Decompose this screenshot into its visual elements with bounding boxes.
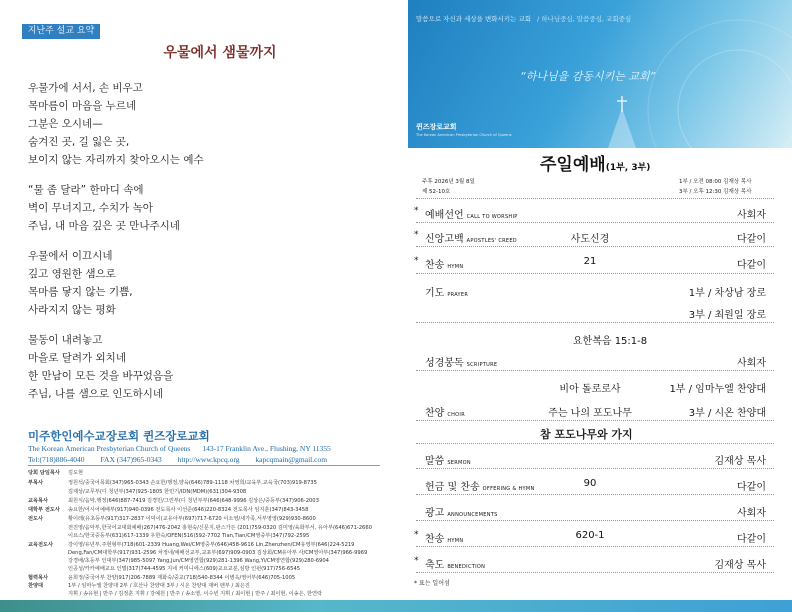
staff-row: 전도사 황이레(유초등부(917)317-2837 이덕이(교유아부(697)717-6720 이소영/새가족,서부영영(929)930-8600 [28,516,316,522]
divider [416,494,774,495]
order-item-leader: 사회자 [737,508,766,519]
poem-line: 우물가에 서서, 손 비우고 [28,82,143,94]
order-item-leader: 다같이 [737,482,766,493]
divider [416,198,774,199]
order-item-label: 찬양 CHOIR [425,408,465,419]
church-web[interactable]: http://www.kpcq.org [177,455,240,464]
section-tag: 지난주 설교 요약 [22,24,100,39]
divider [416,443,774,444]
poem-line: 목마름이 마음을 누르네 [28,100,137,112]
order-item-label: 찬송 HYMN [425,534,464,545]
divider [416,468,774,469]
banner-slogan: “하나님을 감동시키는 교회” [520,70,656,83]
staff-row: 전진영/음악부,한국어교대회예배(267)476-2042 홍현숙/신문지,판스가든 (201)759-0320 김미영/육화부서, 유아부(646)671-2660 [68,525,372,531]
poem-line: 마을로 달려가 외치네 [28,352,126,364]
poem-line: “물 좀 달라” 한마디 속에 [28,184,144,196]
issue-number: 제 52-10호 [422,189,451,195]
divider [416,546,774,547]
order-item-detail: 주는 나의 포도나무 [548,408,632,419]
poem-line: 목마름 닿지 않는 기쁨, [28,286,133,298]
service-time-1: 1부 / 오전 08:00 김재상 목사 [679,179,752,185]
order-item-label: 헌금 및 찬송 OFFERING & HYMN [425,482,535,493]
footnote: * 표는 일어섬 [414,580,450,587]
poem-line: 한 만남이 모든 것을 바꾸었음을 [28,370,174,382]
staff-row: 이요스/한국중등부(631)617-1339 우한숙/OFEN(516)592-7702 Tian,Tian/CM영중부(347)792-2595 [68,533,310,539]
order-item-detail: 비아 돌로로사 [559,384,621,395]
staff-row: Deng,Fan/CM대학부(917)931-2596 차정네/예배선교부,교포부(697)909-0903 김상회/CM유아부 사/CM영아부(347)966-9969 [68,550,368,556]
church-logo: 퀸즈장로교회 [416,123,457,131]
order-item-label: 말씀 SERMON [425,456,471,467]
order-item-label: 예배선언 CALL TO WORSHIP [425,210,518,221]
church-logo-subtitle: The Korean American Presbyterian Church of Queens [416,133,512,137]
order-item-detail: 21 [583,256,597,267]
bottom-color-strip [0,600,792,612]
poem-line: 벽이 무너지고, 수치가 녹아 [28,202,153,214]
order-item-leader: 사회자 [737,358,766,369]
order-item-label: 신앙고백 APOSTLES' CREED [425,234,517,245]
staff-row: 부목사 정원석/중국어목회(347)965-0343 손요한/행정,양육(646)789-1118 차영희/교육부,교육국(703)919-8735 [28,480,317,486]
order-item-label: 축도 BENEDICTION [425,560,486,571]
order-item-label: 광고 ANNOUNCEMENTS [425,508,498,519]
order-item-leader: 1부 / 차상남 장로 [688,288,766,299]
divider [28,465,380,466]
divider [416,222,774,223]
divider [416,420,774,421]
order-item-leader: 사회자 [737,210,766,221]
staff-row: 교육목사 최원식/음악,행정(646)887-7419 김경민/그린부(디 청년부부(646)648-9996 김상은/중등부(347)906-2003 [28,498,319,504]
standing-mark: * [414,530,419,540]
staff-row: 김재상/교무부(디 청년부(347)925-1805 한민기/IDN(MDM)(631)304-9308 [68,489,247,495]
sermon-title: 참 포도나무와 가지 [540,428,633,441]
standing-mark: * [414,556,419,566]
poem-line: 깊고 영원한 샘으로 [28,268,116,280]
poem-line: 물동이 내려놓고 [28,334,103,346]
divider [416,370,774,371]
staff-row: 대학부 전도사 송요한/어시어예배부(917)940-0396 전도목사 이선준(646)220-8324 전도목사 임지훈(347)843-3458 [28,507,309,513]
poem-line: 사라지지 않는 평화 [28,304,116,316]
order-item-detail: 사도신경 [570,234,610,245]
staff-row: 찬양대 1부 / 임마누엘 찬양대 2부 / 호산나 찬양대 3부 / 시온 찬양대 재버 팬부 / 최은진 [28,583,250,589]
service-title: 주일예배(1부, 3부) [540,155,651,175]
divider [416,322,774,323]
order-item-leader: 다같이 [737,534,766,545]
order-item-detail: 620-1 [575,530,605,541]
church-tel: Tel:(718)886-4040 [28,455,85,464]
staff-row: 인공성/카카예배교요 인벌(317)744-4595 지네 커미니에스(609)교요교분,심방 인펀(917)756-6545 [68,566,301,572]
order-item-leader: 김재상 목사 [714,456,766,467]
poem-line: 주님, 내 마음 깊은 곳 만나주시네 [28,220,180,232]
church-steeple-icon [608,108,636,148]
order-item-leader: 3부 / 최원일 장로 [688,310,766,321]
scripture-reference: 요한복음 15:1-8 [572,336,648,347]
order-item-label: 찬송 HYMN [425,260,464,271]
poem-line: 숨겨진 곳, 길 잃은 곳, [28,136,130,148]
staff-row: 지휘 / 송유현 | 반주 / 김정훈 지휘 / 강예원 | 반주 / 송소영, 이수빈 지휘 / 최이현 | 반주 / 최이현, 이송은, 한연락 [68,591,323,597]
divider [416,572,774,573]
church-address-line [28,444,331,453]
divider [416,273,774,274]
divider [416,520,774,521]
standing-mark: * [414,256,419,266]
order-item-leader: 1부 / 임마누엘 찬양대 [669,384,766,395]
order-item-leader: 다같이 [737,260,766,271]
order-item-label: 성경봉독 SCRIPTURE [425,358,498,369]
church-name-en: The Korean American Presbyterian Church of Queens [28,444,191,453]
poem-line: 주님, 나를 샘으로 인도하시네 [28,388,164,400]
order-item-leader: 다같이 [737,234,766,245]
banner-motto: 말씀으로 자신과 세상을 변화시키는 교회 / 하나님중심, 말씀중심, 교회중심 [416,15,632,23]
poem-title: 우물에서 샘물까지 [163,45,277,61]
church-fax: FAX (347)965-0343 [100,455,162,464]
church-email[interactable]: kapcqmain@gmail.com [255,455,328,464]
standing-mark: * [414,206,419,216]
staff-row: 강경배/초등부 인대부(347)985-5097 Yang,Jun/CM영연합(929)281-1396 Wang,Yi/CM영연합(929)280-6904 [68,558,329,564]
service-time-2: 3부 / 오후 12:30 김재상 목사 [679,189,752,195]
order-item-detail: 90 [583,478,597,489]
staff-row: 협력목사 윤희정/중국어부 찬양(917)206-7889 재화숙/중교(718)540-8344 이병옥/영어부(646)705-1005 [28,575,296,581]
poem-line: 보이지 않는 자리까지 찾아오시는 예수 [28,154,204,166]
order-item-leader: 3부 / 시온 찬양대 [688,408,766,419]
church-address: 143-17 Franklin Ave., Flushing, NY 11355 [202,444,331,453]
order-item-label: 기도 PRAYER [425,288,469,299]
poem-line: 그분은 오시네— [28,118,103,130]
divider [416,246,774,247]
church-name: 미주한인예수교장로회 퀸즈장로교회 [28,429,210,443]
service-date: 주후 2026년 3월 8일 [422,179,475,185]
poem-line: 우물에서 이끄시네 [28,250,113,262]
staff-row: 교육전도사 강이영/유년부,주현형부(718)601-2339 Huang,Wei/CM영중부(646)458-9616 Lin,Zhenzhen/CM유영부(646)224-5219 [28,542,355,548]
standing-mark: * [414,230,419,240]
staff-row: 당회 담임목사 김도현 [28,470,84,476]
church-contact-line [28,455,341,464]
order-item-leader: 김재상 목사 [714,560,766,571]
